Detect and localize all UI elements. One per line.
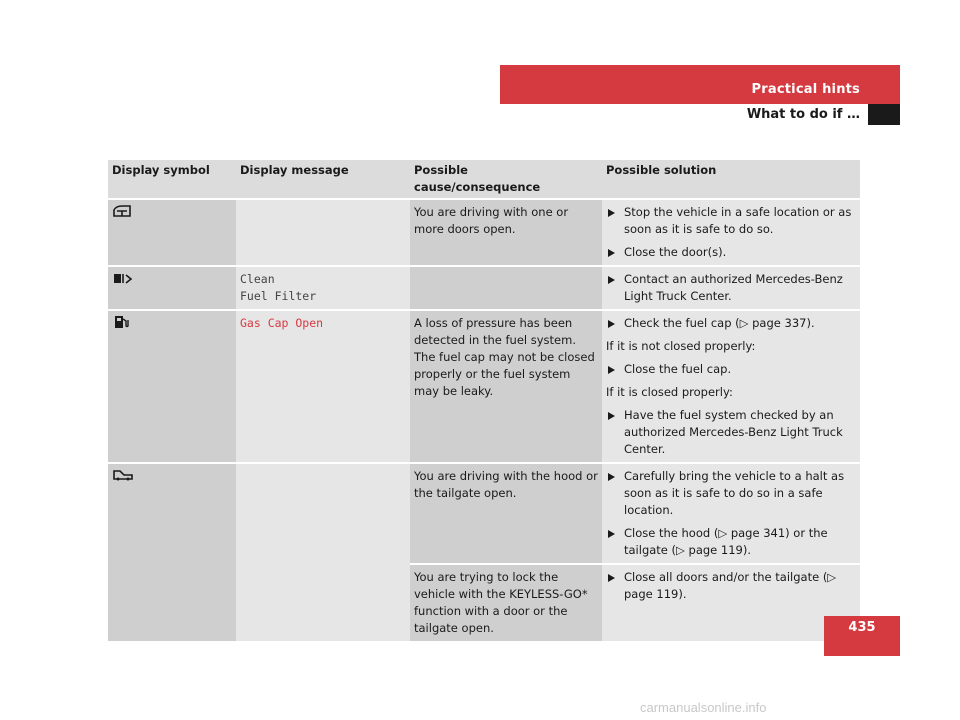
solution-step: Close all doors and/or the tailgate (▷ page 119). [606,569,856,603]
bullet-arrow-icon [608,366,615,374]
table-row [108,463,860,564]
column-header: Possible solution [602,160,860,199]
header-block [868,104,900,125]
column-header: Display symbol [108,160,236,199]
cause-cell [410,266,602,310]
watermark: carmanualsonline.info [640,700,767,715]
solution-step: Carefully bring the vehicle to a halt as soon as it is safe to do so in a safe location. [606,468,856,519]
table-row [108,310,860,463]
bullet-arrow-icon [608,276,615,284]
cause-cell: You are trying to lock the vehicle with the KEYLESS-GO* function with a door or the tailgate open. [410,564,602,642]
column-header: Possible cause/consequence [410,160,602,199]
symbol-cell [108,310,236,463]
symbol-cell [108,463,236,642]
symbol-cell [108,266,236,310]
solution-step: Have the fuel system checked by an authorized Mercedes-Benz Light Truck Center. [606,407,856,458]
cause-cell: You are driving with one or more doors open. [410,199,602,266]
hints-table [108,160,860,643]
solution-cell [602,463,860,564]
table-row [108,199,860,266]
solution-cell [602,199,860,266]
message-cell [236,310,410,463]
solution-step: Contact an authorized Mercedes-Benz Light Truck Center. [606,271,856,305]
header-bar [500,65,900,104]
solution-condition: If it is closed properly: [606,385,733,399]
cause-cell: You are driving with the hood or the tailgate open. [410,463,602,564]
fuel-filter-icon [112,271,134,285]
message-cell [236,199,410,266]
solution-cell [602,564,860,642]
solution-step: Stop the vehicle in a safe location or as soon as it is safe to do so. [606,204,856,238]
bullet-arrow-icon [608,473,615,481]
solution-cell [602,310,860,463]
solution-step: Close the fuel cap. [606,361,856,378]
message-line: Clean [240,272,275,286]
solution-cell [602,266,860,310]
message-line: Fuel Filter [240,289,317,303]
fuel-pump-icon [112,315,134,329]
solution-condition: If it is not closed properly: [606,339,756,353]
subsection-title: What to do if … [746,107,860,122]
table-row [108,266,860,310]
solution-step: Close the door(s). [606,244,856,261]
solution-step: Check the fuel cap (▷ page 337). [606,315,856,332]
bullet-arrow-icon [608,320,615,328]
solution-step: Close the hood (▷ page 341) or the tailgate (▷ page 119). [606,525,856,559]
column-header: Display message [236,160,410,199]
message-cell [236,266,410,310]
bullet-arrow-icon [608,209,615,217]
symbol-cell [108,199,236,266]
cause-cell: A loss of pressure has been detected in the fuel system. The fuel cap may not be closed properly or the fuel system may be leaky. [410,310,602,463]
bullet-arrow-icon [608,249,615,257]
section-title: Practical hints [751,82,860,97]
message-cell [236,463,410,642]
warning-message: Gas Cap Open [240,316,324,330]
bullet-arrow-icon [608,412,615,420]
hood-tailgate-open-icon [112,468,134,482]
bullet-arrow-icon [608,530,615,538]
table-header-row [108,160,860,199]
page-number: 435 [824,616,900,656]
bullet-arrow-icon [608,574,615,582]
door-open-icon [112,204,134,218]
